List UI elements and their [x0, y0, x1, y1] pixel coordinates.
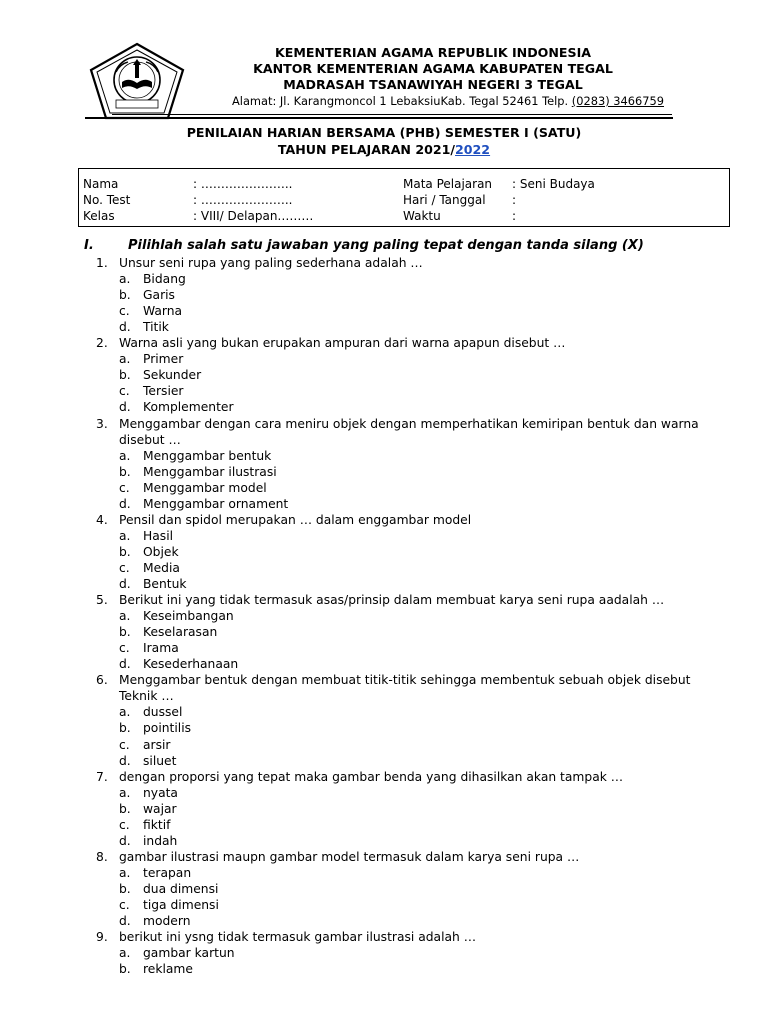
option-letter: b.	[119, 464, 131, 479]
field-value-kelas[interactable]: : VIII/ Delapan………	[193, 209, 314, 223]
question-text: Warna asli yang bukan erupakan ampuran dari warna apapun disebut …	[119, 336, 566, 351]
option-text: Tersier	[143, 384, 184, 399]
question-number: 5.	[96, 593, 108, 608]
option-text: dussel	[143, 705, 183, 720]
option-letter: a.	[119, 528, 131, 543]
letterhead-rule-thick	[85, 117, 673, 119]
option-letter: b.	[119, 801, 131, 816]
question-text: Unsur seni rupa yang paling sederhana adalah …	[119, 256, 423, 270]
question-number: 4.	[96, 512, 108, 527]
option-letter: d.	[119, 400, 131, 415]
option-text: Komplementer	[143, 400, 234, 415]
exam-title-line2	[84, 142, 684, 159]
field-value-mata-pelajaran[interactable]: : Seni Budaya	[512, 177, 595, 191]
option-text: Bentuk	[143, 577, 187, 591]
question-number: 1.	[96, 256, 108, 270]
option-letter: a.	[119, 448, 131, 463]
option-letter: c.	[119, 737, 130, 752]
field-value-no-test[interactable]: : …………………..	[193, 193, 293, 207]
option-text: Menggambar model	[143, 480, 267, 495]
student-identity-box	[78, 168, 730, 227]
option-letter: c.	[119, 817, 130, 832]
academic-year-prefix: TAHUN PELAJARAN 2021/	[277, 141, 456, 157]
question-text: disebut …	[119, 432, 181, 447]
option-letter: b.	[119, 881, 131, 896]
question-number: 3.	[96, 416, 108, 431]
option-letter: d.	[119, 577, 131, 591]
section-heading	[84, 238, 644, 253]
option-letter: d.	[119, 914, 131, 929]
option-letter: a.	[119, 705, 131, 720]
option-letter: c.	[119, 384, 130, 399]
option-letter: a.	[119, 946, 131, 961]
option-text: siluet	[143, 753, 177, 768]
field-label-hari-tanggal: Hari / Tanggal	[403, 193, 486, 207]
field-value-nama[interactable]: : …………………..	[193, 177, 293, 191]
option-letter: d.	[119, 833, 131, 848]
option-text: Hasil	[143, 528, 174, 543]
address-text: Alamat: Jl. Karangmoncol 1 LebaksiuKab. Tegal 52461 Telp.	[231, 94, 572, 108]
field-value-waktu[interactable]: :	[512, 209, 517, 223]
question-text: Menggambar bentuk dengan membuat titik-titik sehingga membentuk sebuah objek disebut	[119, 673, 691, 688]
question-number: 9.	[96, 930, 108, 945]
question-text: Berikut ini yang tidak termasuk asas/prinsip dalam membuat karya seni rupa aadalah …	[119, 593, 665, 608]
option-text: gambar kartun	[143, 946, 235, 961]
option-text: Kesederhanaan	[143, 657, 239, 672]
option-text: indah	[143, 833, 178, 848]
option-letter: d.	[119, 496, 131, 511]
section-number: I.	[84, 238, 94, 253]
question-text: Menggambar dengan cara meniru objek dengan memperhatikan kemiripan bentuk dan warna	[119, 416, 699, 431]
letterhead-address	[190, 93, 676, 110]
letterhead-line-ministry: KEMENTERIAN AGAMA REPUBLIK INDONESIA	[274, 45, 592, 60]
option-letter: a.	[119, 865, 131, 880]
field-label-waktu: Waktu	[403, 209, 441, 223]
school-logo-icon	[88, 42, 186, 120]
question-text: Pensil dan spidol merupakan … dalam enggambar model	[119, 512, 472, 527]
option-text: Warna	[143, 304, 183, 319]
field-label-mata-pelajaran: Mata Pelajaran	[403, 177, 493, 191]
letterhead-line-office: KANTOR KEMENTERIAN AGAMA KABUPATEN TEGAL	[253, 61, 613, 76]
option-text: Keseimbangan	[143, 609, 234, 624]
field-label-nama: Nama	[83, 177, 119, 191]
field-label-kelas: Kelas	[83, 209, 115, 223]
option-letter: a.	[119, 609, 131, 624]
option-text: Bidang	[143, 272, 186, 287]
field-value-hari-tanggal[interactable]: :	[512, 193, 517, 207]
exam-title	[84, 125, 684, 158]
option-text: Primer	[143, 352, 184, 367]
question-number: 6.	[96, 673, 108, 688]
option-letter: b.	[119, 962, 131, 977]
option-text: modern	[143, 914, 191, 929]
option-letter: d.	[119, 320, 131, 335]
option-letter: d.	[119, 657, 131, 672]
option-letter: c.	[119, 480, 130, 495]
option-letter: c.	[119, 898, 130, 912]
question-number: 8.	[96, 849, 108, 864]
option-letter: c.	[119, 304, 130, 319]
option-letter: b.	[119, 544, 131, 559]
option-text: wajar	[143, 801, 177, 816]
option-letter: a.	[119, 272, 131, 287]
option-letter: b.	[119, 368, 131, 383]
option-text: fiktif	[143, 817, 171, 832]
question-text: berikut ini ysng tidak termasuk gambar ilustrasi adalah …	[119, 930, 477, 945]
field-label-no-test: No. Test	[83, 193, 131, 207]
option-letter: c.	[119, 641, 130, 656]
option-text: Menggambar ilustrasi	[143, 464, 277, 479]
option-letter: b.	[119, 721, 131, 736]
question-number: 2.	[96, 336, 108, 351]
question-text: Teknik …	[119, 689, 174, 704]
exam-title-line1: PENILAIAN HARIAN BERSAMA (PHB) SEMESTER I (SATU)	[186, 125, 582, 140]
option-text: Menggambar bentuk	[143, 448, 272, 463]
option-text: pointilis	[143, 721, 192, 736]
option-text: Garis	[143, 288, 175, 303]
letterhead-rule-thin	[112, 114, 672, 115]
academic-year-end: 2022	[455, 141, 491, 157]
question-text: gambar ilustrasi maupn gambar model termasuk dalam karya seni rupa …	[119, 849, 580, 864]
option-text: Sekunder	[143, 368, 202, 383]
letterhead	[190, 45, 676, 110]
option-text: Media	[143, 560, 180, 575]
option-text: nyata	[143, 785, 178, 800]
question-text: dengan proporsi yang tepat maka gambar benda yang dihasilkan akan tampak …	[119, 769, 624, 784]
question-number: 7.	[96, 769, 108, 784]
option-text: Irama	[143, 641, 179, 656]
option-text: dua dimensi	[143, 881, 219, 896]
option-text: Menggambar ornament	[143, 496, 289, 511]
option-text: Keselarasan	[143, 625, 218, 640]
option-text: tiga dimensi	[143, 898, 219, 912]
option-text: reklame	[143, 962, 193, 977]
option-text: terapan	[143, 865, 192, 880]
option-letter: b.	[119, 625, 131, 640]
option-letter: c.	[119, 560, 130, 575]
option-text: Titik	[143, 320, 169, 335]
option-letter: b.	[119, 288, 131, 303]
section-instruction: Pilihlah salah satu jawaban yang paling tepat dengan tanda silang (X)	[128, 238, 644, 253]
option-text: Objek	[143, 544, 179, 559]
letterhead-line-school: MADRASAH TSANAWIYAH NEGERI 3 TEGAL	[283, 77, 583, 92]
option-letter: a.	[119, 785, 131, 800]
phone-number: (0283) 3466759	[571, 94, 664, 108]
option-text: arsir	[143, 737, 171, 752]
option-letter: a.	[119, 352, 131, 367]
option-letter: d.	[119, 753, 131, 768]
